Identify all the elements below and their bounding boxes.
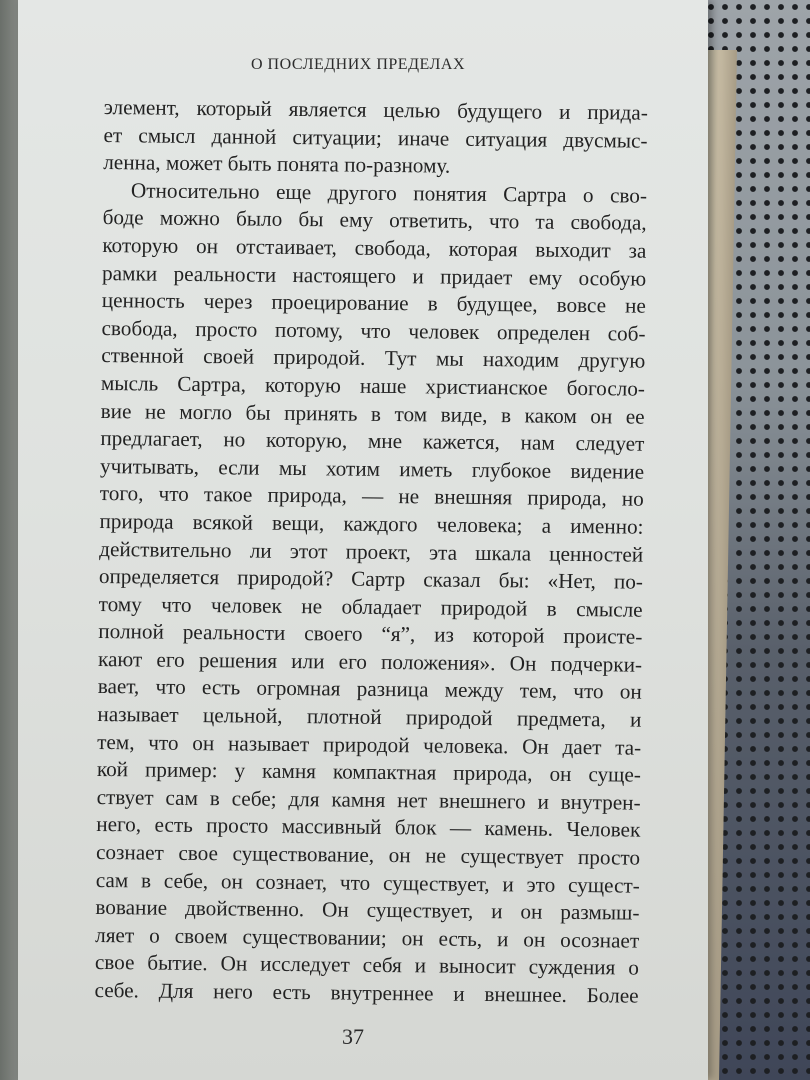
text-line: сознает свое существование, он не существует просто [95,839,641,870]
text-line: ленна, может быть понята по-разному. [103,150,451,178]
text-line: ственной своей природой. Тут мы находим другую [101,343,646,374]
text-line: свобода, просто потому, что человек определен соб- [101,315,646,346]
text-line: боде можно было бы ему ответить, что та свобода, [102,205,647,236]
text-line: учитывать, если мы хотим иметь глубокое видение [99,453,645,484]
text-line: себе. Для него есть внутреннее и внешнее. Более [94,977,639,1008]
page-number: 37 [342,1024,364,1049]
text-line: ствует сам в себе; для камня нет внешнего и внутрен- [96,784,641,815]
text-line: того, что такое природа, — не внешняя природа, но [99,481,644,511]
text-line: предлагает, но которую, мне кажется, нам следует [100,426,645,456]
text-line: Относительно еще другого понятия Сартра о сво- [130,178,648,208]
text-line: полной реальности своего “я”, из которой происте- [98,619,643,649]
text-line: элемент, который является целью будущего и прида- [103,94,648,125]
text-line: которую он отстаивает, свобода, которая выходит за [102,232,647,263]
text-line: тому что человек не обладает природой в смысле [98,591,643,622]
text-line: ляет о своем существовании; он есть, и он осознает [95,922,640,953]
text-line: рамки реальности настоящего и придает ему особую [102,260,647,291]
text-line: ет смысл данной ситуации; иначе ситуация двусмыс- [103,122,648,153]
text-line: вие не могло бы принять в том виде, в каком он ее [100,398,645,429]
text-line: кают его решения или его положения». Он подчерки- [97,646,643,677]
text-line: называет цельной, плотной природой предмета, и [97,702,642,732]
text-line: сам в себе, он сознает, что существует, и это сущест- [95,867,640,898]
text-line: определяется природой? Сартр сказал бы: «Нет, по- [98,564,644,594]
text-line: него, есть просто массивный блок — камень. Человек [96,812,641,843]
running-head: О ПОСЛЕДНИХ ПРЕДЕЛАХ [251,56,465,73]
text-line: мысль Сартра, которую наше христианское богосло- [100,370,646,401]
text-line: действительно ли этот проект, эта шкала ценностей [99,536,644,567]
book-page [18,0,708,1080]
text-line: свое бытие. Он исследует себя и выносит суждения о [94,950,640,981]
text-line: вает, что есть огромная разница между тем, что он [97,674,642,705]
text-line: кой пример: у камня компактная природа, он суще- [96,757,642,787]
text-line: ценность через проецирование в будущее, вовсе не [101,288,646,318]
text-line: вование двойственно. Он существует, и он размыш- [95,895,640,925]
text-line: природа всякой вещи, каждого человека; а именно: [99,508,644,539]
text-line: тем, что он называет природой человека. Он дает та- [97,729,642,760]
body-text [94,94,648,1010]
